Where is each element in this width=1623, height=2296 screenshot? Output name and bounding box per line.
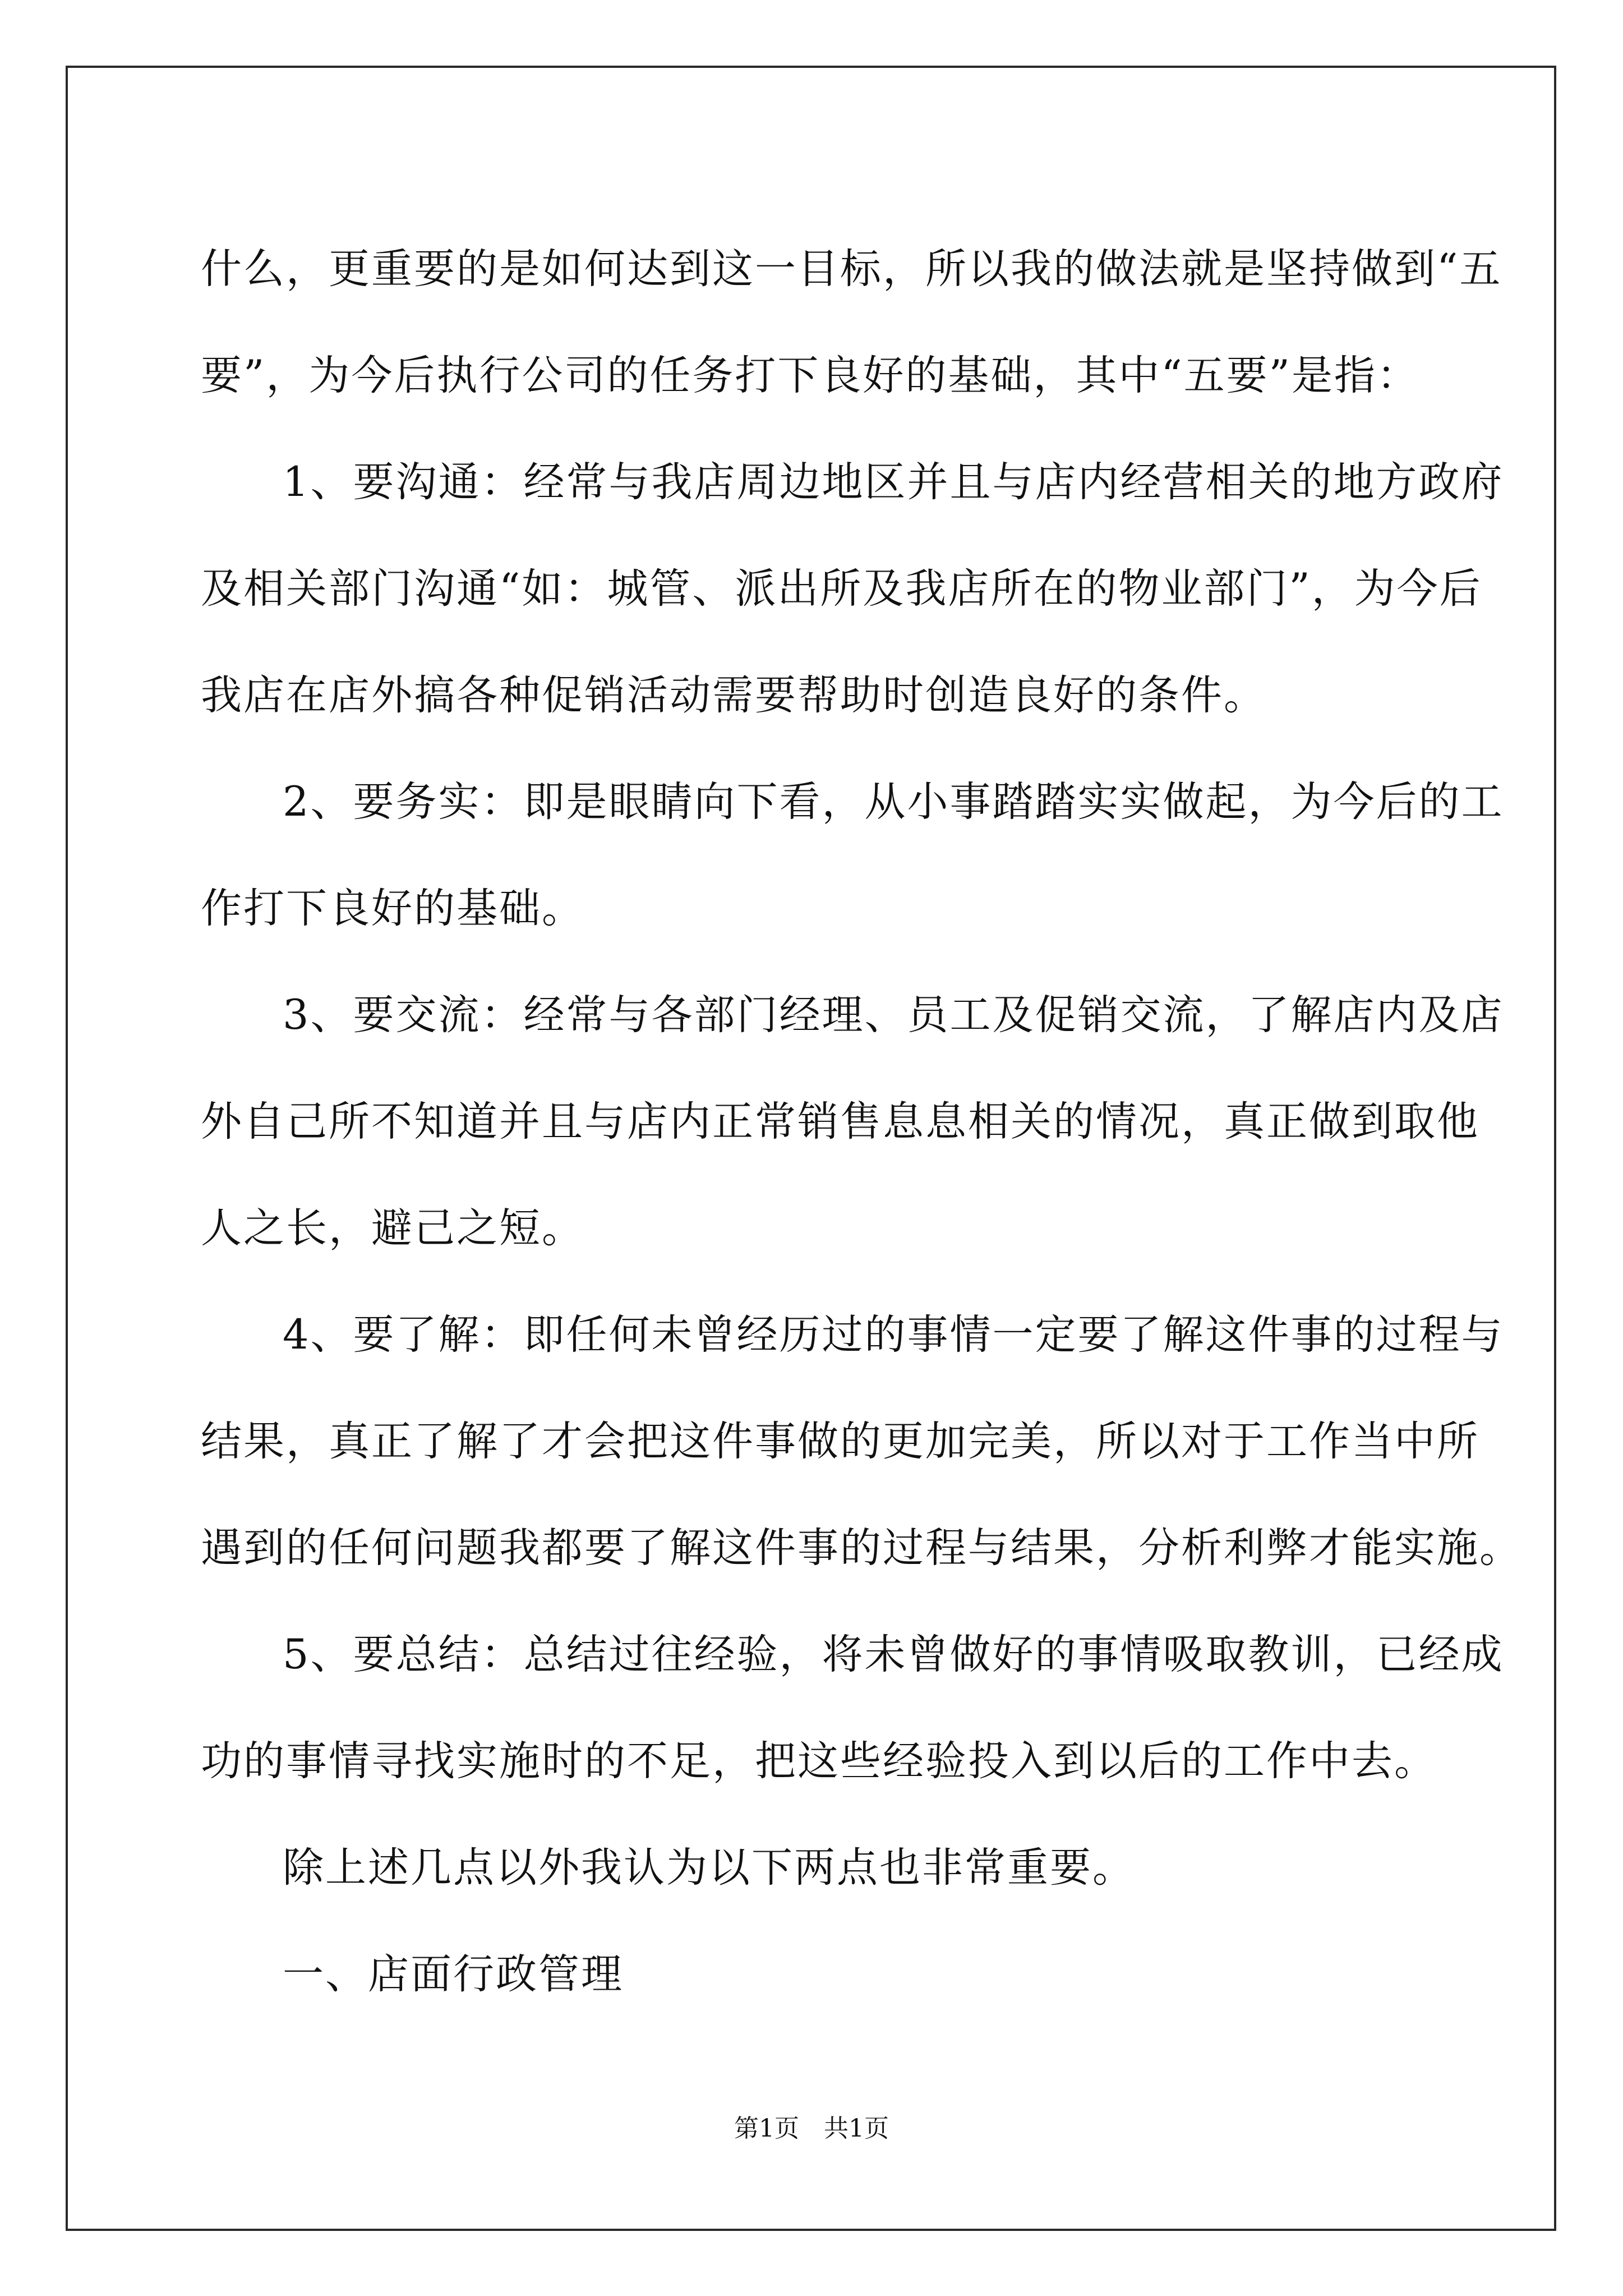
document-body [201, 216, 1522, 2028]
text-line: 作打下良好的基础。 [201, 885, 584, 932]
paragraph-item-5 [201, 1602, 1504, 1815]
paragraph-item-3 [201, 962, 1504, 1282]
text-line: 1、要沟通：经常与我店周边地区并且与店内经营相关的地方政府 [283, 458, 1504, 506]
text-line: 遇到的任何问题我都要了解这件事的过程与结果，分析利弊才能实施。 [201, 1524, 1522, 1572]
paragraph-transition [201, 1815, 1457, 1921]
page-footer [0, 2112, 1623, 2146]
text-line: 我店在店外搞各种促销活动需要帮助时创造良好的条件。 [201, 671, 1266, 719]
text-line: 2、要务实：即是眼睛向下看，从小事踏踏实实做起，为今后的工 [283, 778, 1504, 826]
paragraph-item-2 [201, 749, 1504, 962]
paragraph-intro [201, 216, 1502, 429]
text-line: 一、店面行政管理 [283, 1950, 624, 1998]
text-line: 外自己所不知道并且与店内正常销售息息相关的情况，真正做到取他 [201, 1098, 1479, 1145]
paragraph-item-1 [201, 429, 1504, 749]
text-line: 结果，真正了解了才会把这件事做的更加完美，所以对于工作当中所 [201, 1418, 1479, 1465]
text-line: 3、要交流：经常与各部门经理、员工及促销交流，了解店内及店 [283, 991, 1504, 1039]
text-line: 及相关部门沟通“如：城管、派出所及我店所在的物业部门”，为今后 [201, 565, 1482, 613]
text-line: 除上述几点以外我认为以下两点也非常重要。 [283, 1844, 1135, 1892]
text-line: 5、要总结：总结过往经验，将未曾做好的事情吸取教训，已经成 [283, 1631, 1504, 1678]
paragraph-item-4 [201, 1282, 1522, 1602]
text-line: 人之长，避己之短。 [201, 1204, 584, 1252]
text-line: 4、要了解：即任何未曾经历过的事情一定要了解这件事的过程与 [283, 1311, 1504, 1359]
section-heading [201, 1921, 1457, 2028]
page-number: 第1页 共1页 [734, 2114, 889, 2143]
text-line: 要”，为今后执行公司的任务打下良好的基础，其中“五要”是指： [201, 352, 1419, 399]
text-line: 功的事情寻找实施时的不足，把这些经验投入到以后的工作中去。 [201, 1737, 1437, 1785]
text-line: 什么，更重要的是如何达到这一目标，所以我的做法就是坚持做到“五 [201, 245, 1502, 293]
